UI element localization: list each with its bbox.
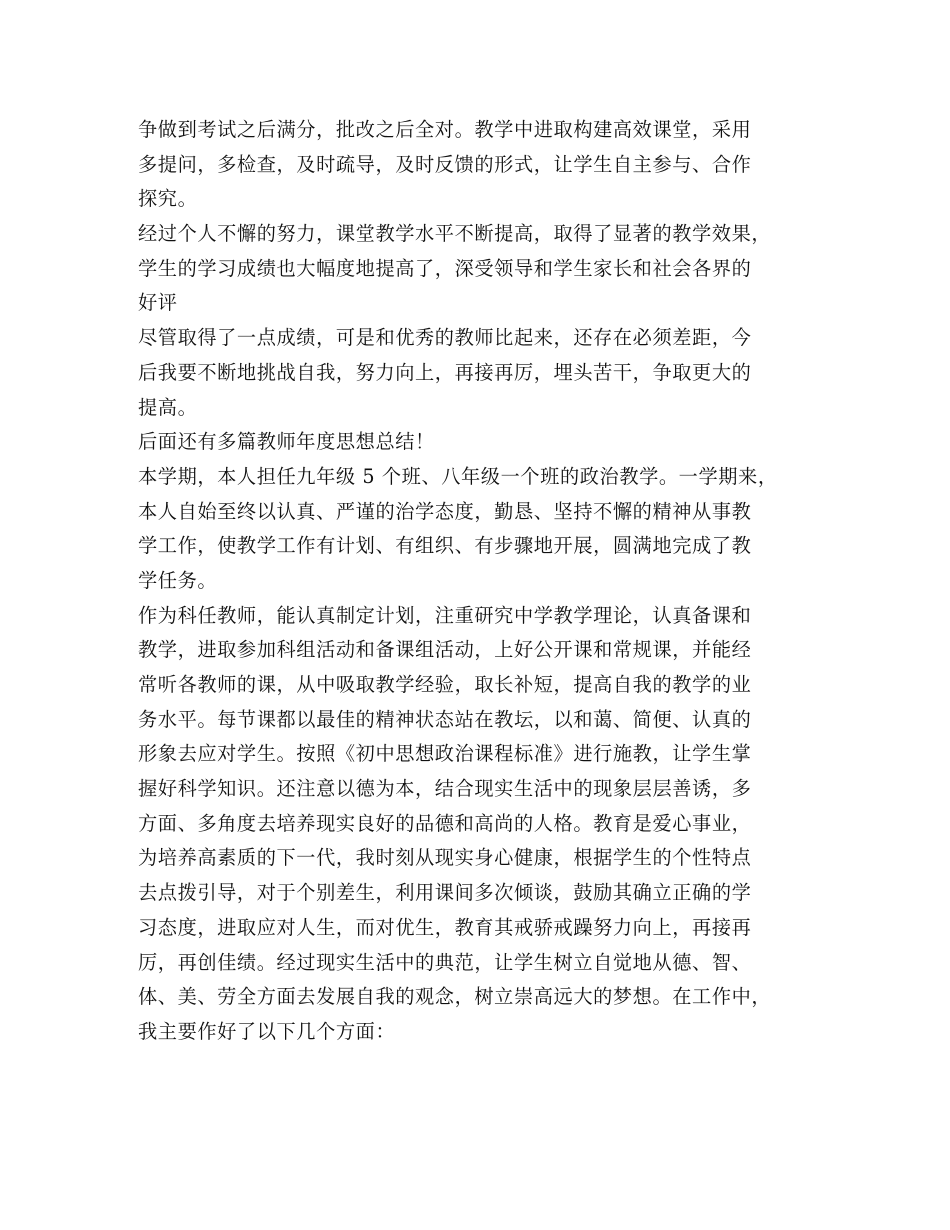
text-line: 习态度，进取应对人生，而对优生，教育其戒骄戒躁努力向上，再接再 bbox=[138, 915, 752, 939]
text-line: 探究。 bbox=[138, 187, 198, 211]
text-line: 作为科任教师，能认真制定计划，注重研究中学教学理论，认真备课和 bbox=[138, 603, 752, 627]
text-line: 教学，进取参加科组活动和备课组活动，上好公开课和常规课，并能经 bbox=[138, 638, 752, 662]
text-line: 握好科学知识。还注意以德为本，结合现实生活中的现象层层善诱，多 bbox=[138, 777, 752, 801]
text-line: 去点拨引导，对于个别差生，利用课间多次倾谈，鼓励其确立正确的学 bbox=[138, 881, 752, 905]
text-line: 学生的学习成绩也大幅度地提高了，深受领导和学生家长和社会各界的 bbox=[138, 256, 752, 280]
text-line: 务水平。每节课都以最佳的精神状态站在教坛，以和蔼、简便、认真的 bbox=[138, 707, 752, 731]
text-line: 提高。 bbox=[138, 395, 198, 419]
text-line: 本人自始至终以认真、严谨的治学态度，勤恳、坚持不懈的精神从事教 bbox=[138, 499, 752, 523]
text-line: 经过个人不懈的努力，课堂教学水平不断提高，取得了显著的教学效果， bbox=[138, 222, 772, 246]
text-line: 方面、多角度去培养现实良好的品德和高尚的人格。教育是爱心事业， bbox=[138, 811, 752, 835]
text-line: 本学期，本人担任九年级 5 个班、八年级一个班的政治教学。一学期来， bbox=[138, 464, 778, 488]
text-line: 后面还有多篇教师年度思想总结！ bbox=[138, 430, 435, 454]
text-line: 形象去应对学生。按照《初中思想政治课程标准》进行施教，让学生掌 bbox=[138, 742, 752, 766]
text-line: 后我要不断地挑战自我，努力向上，再接再厉，埋头苦干，争取更大的 bbox=[138, 360, 752, 384]
text-line: 学工作，使教学工作有计划、有组织、有步骤地开展，圆满地完成了教 bbox=[138, 534, 752, 558]
text-line: 我主要作好了以下几个方面： bbox=[138, 1019, 396, 1043]
text-line: 常听各教师的课，从中吸取教学经验，取长补短，提高自我的教学的业 bbox=[138, 673, 752, 696]
text-line: 为培养高素质的下一代，我时刻从现实身心健康，根据学生的个性特点 bbox=[138, 846, 752, 870]
text-line: 好评 bbox=[138, 291, 178, 315]
text-line: 多提问，多检查，及时疏导，及时反馈的形式，让学生自主参与、合作 bbox=[138, 152, 752, 176]
text-line: 争做到考试之后满分，批改之后全对。教学中进取构建高效课堂，采用 bbox=[138, 118, 752, 141]
text-line: 尽管取得了一点成绩，可是和优秀的教师比起来，还存在必须差距，今 bbox=[138, 326, 752, 350]
document-body bbox=[138, 113, 828, 1050]
text-line: 体、美、劳全方面去发展自我的观念，树立崇高远大的梦想。在工作中， bbox=[138, 985, 772, 1009]
text-line: 厉，再创佳绩。经过现实生活中的典范，让学生树立自觉地从德、智、 bbox=[138, 950, 752, 974]
text-line: 学任务。 bbox=[138, 568, 218, 592]
